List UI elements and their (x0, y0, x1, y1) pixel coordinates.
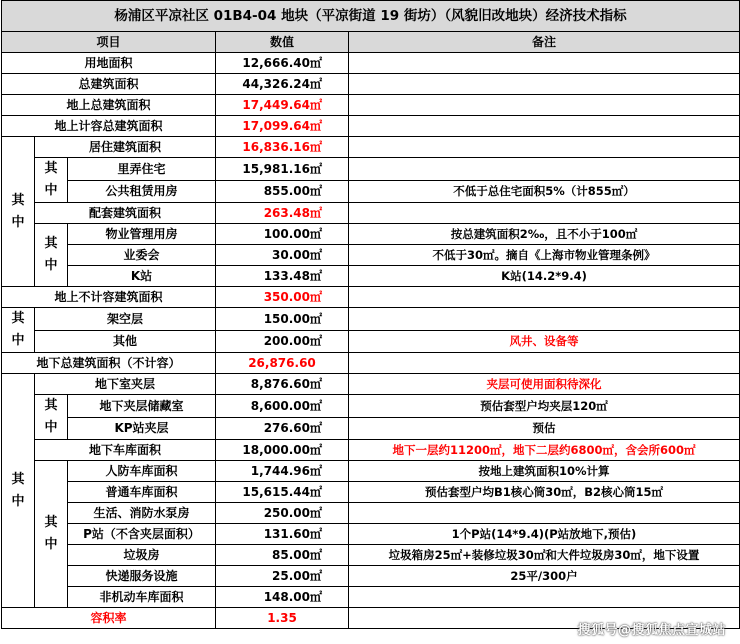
table-row (2, 482, 740, 503)
row-note: 夹层可使用面积待深化 (349, 374, 740, 395)
row-label: 其他 (35, 330, 216, 353)
table-row (2, 287, 740, 308)
row-value: 18,000.00㎡ (216, 440, 349, 461)
table-row (2, 374, 740, 395)
row-note: 不低于30㎡。摘自《上海市物业管理条例》 (349, 245, 740, 266)
table-row (2, 308, 740, 331)
header-row (2, 32, 740, 53)
row-value: 133.48㎡ (216, 266, 349, 287)
row-note: 预估套型户均B1核心筒30㎡，B2核心筒15㎡ (349, 482, 740, 503)
row-label: 非机动车库面积 (68, 587, 216, 608)
table-row (2, 566, 740, 587)
group-label: 其 中 (35, 224, 68, 287)
group-label: 其 中 (35, 158, 68, 203)
row-value: 855.00㎡ (216, 180, 349, 203)
row-label: 总建筑面积 (2, 74, 216, 95)
row-label: 架空层 (35, 308, 216, 331)
row-value: 150.00㎡ (216, 308, 349, 331)
row-note: 预估套型户均夹层120㎡ (349, 395, 740, 418)
group-label: 其 中 (2, 137, 35, 287)
row-note (349, 74, 740, 95)
row-note: 地下一层约11200㎡，地下二层约6800㎡，含会所600㎡ (349, 440, 740, 461)
row-label: 地上总建筑面积 (2, 95, 216, 116)
table-row (2, 137, 740, 158)
row-note: 25平/300户 (349, 566, 740, 587)
row-value: 15,981.16㎡ (216, 158, 349, 181)
indicator-sheet (1, 0, 740, 629)
row-value: 131.60㎡ (216, 524, 349, 545)
row-label: KP站夹层 (68, 417, 216, 440)
row-label: 地上计容总建筑面积 (2, 116, 216, 137)
row-value: 25.00㎡ (216, 566, 349, 587)
row-note: 风井、设备等 (349, 330, 740, 353)
header-value: 数值 (216, 32, 349, 53)
table-row (2, 158, 740, 181)
row-note (349, 503, 740, 524)
table-row (2, 116, 740, 137)
row-note (349, 353, 740, 374)
row-label: 地上不计容建筑面积 (2, 287, 216, 308)
row-value: 263.48㎡ (216, 203, 349, 224)
row-value: 30.00㎡ (216, 245, 349, 266)
header-item: 项目 (2, 32, 216, 53)
row-note (349, 95, 740, 116)
row-value: 350.00㎡ (216, 287, 349, 308)
table-row (2, 461, 740, 482)
row-label: 垃圾房 (68, 545, 216, 566)
row-note (349, 308, 740, 331)
row-value: 26,876.60 (216, 353, 349, 374)
group-label: 其 中 (2, 308, 35, 353)
indicator-table (1, 0, 740, 629)
row-note: 预估 (349, 417, 740, 440)
table-row (2, 353, 740, 374)
row-value: 12,666.40㎡ (216, 53, 349, 74)
row-value: 250.00㎡ (216, 503, 349, 524)
row-value: 8,600.00㎡ (216, 395, 349, 418)
row-note: 按总建筑面积2‰，且不小于100㎡ (349, 224, 740, 245)
header-note: 备注 (349, 32, 740, 53)
table-row (2, 524, 740, 545)
row-value: 148.00㎡ (216, 587, 349, 608)
row-value: 1.35 (216, 608, 349, 629)
row-note (349, 53, 740, 74)
table-row (2, 545, 740, 566)
table-row (2, 224, 740, 245)
row-label: 里弄住宅 (68, 158, 216, 181)
table-row (2, 503, 740, 524)
row-label: 地下室夹层 (35, 374, 216, 395)
row-label: 人防车库面积 (68, 461, 216, 482)
row-value: 17,449.64㎡ (216, 95, 349, 116)
row-label: 容积率 (2, 608, 216, 629)
row-value: 85.00㎡ (216, 545, 349, 566)
table-row (2, 53, 740, 74)
row-note (349, 137, 740, 158)
row-note: 1个P站(14*9.4)(P站放地下,预估) (349, 524, 740, 545)
table-row (2, 330, 740, 353)
row-note (349, 116, 740, 137)
row-note: K站(14.2*9.4) (349, 266, 740, 287)
row-label: 居住建筑面积 (35, 137, 216, 158)
row-value: 8,876.60㎡ (216, 374, 349, 395)
row-value: 17,099.64㎡ (216, 116, 349, 137)
row-note (349, 587, 740, 608)
row-label: 公共租赁用房 (68, 180, 216, 203)
row-value: 100.00㎡ (216, 224, 349, 245)
table-row (2, 417, 740, 440)
row-label: 物业管理用房 (68, 224, 216, 245)
table-row (2, 95, 740, 116)
table-row (2, 74, 740, 95)
title-row (2, 1, 740, 32)
row-label: 生活、消防水泵房 (68, 503, 216, 524)
row-label: 配套建筑面积 (35, 203, 216, 224)
row-value: 276.60㎡ (216, 417, 349, 440)
table-row (2, 395, 740, 418)
group-label: 其 中 (2, 374, 35, 608)
row-note: 不低于总住宅面积5%（计855㎡） (349, 180, 740, 203)
row-label: 快递服务设施 (68, 566, 216, 587)
row-note (349, 203, 740, 224)
group-label: 其 中 (35, 395, 68, 440)
row-value: 44,326.24㎡ (216, 74, 349, 95)
row-label: K站 (68, 266, 216, 287)
row-value: 200.00㎡ (216, 330, 349, 353)
row-label: 用地面积 (2, 53, 216, 74)
row-note: 垃圾箱房25㎡+装修垃圾30㎡和大件垃圾房30㎡，地下设置 (349, 545, 740, 566)
row-note: 按地上建筑面积10%计算 (349, 461, 740, 482)
table-row (2, 587, 740, 608)
row-label: P站（不含夹层面积） (68, 524, 216, 545)
row-note (349, 287, 740, 308)
row-value: 1,744.96㎡ (216, 461, 349, 482)
row-label: 地下总建筑面积（不计容） (2, 353, 216, 374)
table-row (2, 203, 740, 224)
row-label: 普通车库面积 (68, 482, 216, 503)
row-label: 地下车库面积 (35, 440, 216, 461)
row-value: 15,615.44㎡ (216, 482, 349, 503)
row-label: 地下夹层储藏室 (68, 395, 216, 418)
row-label: 业委会 (68, 245, 216, 266)
row-note (349, 158, 740, 181)
table-row (2, 266, 740, 287)
row-value: 16,836.16㎡ (216, 137, 349, 158)
table-row (2, 440, 740, 461)
table-row (2, 180, 740, 203)
table-row (2, 245, 740, 266)
group-label: 其 中 (35, 461, 68, 608)
watermark: 搜狐号@搜狐焦点宣城站 (577, 623, 726, 638)
sheet-title: 杨浦区平凉社区 01B4-04 地块（平凉街道 19 街坊）（风貌旧改地块）经济技术指标 (2, 1, 740, 32)
